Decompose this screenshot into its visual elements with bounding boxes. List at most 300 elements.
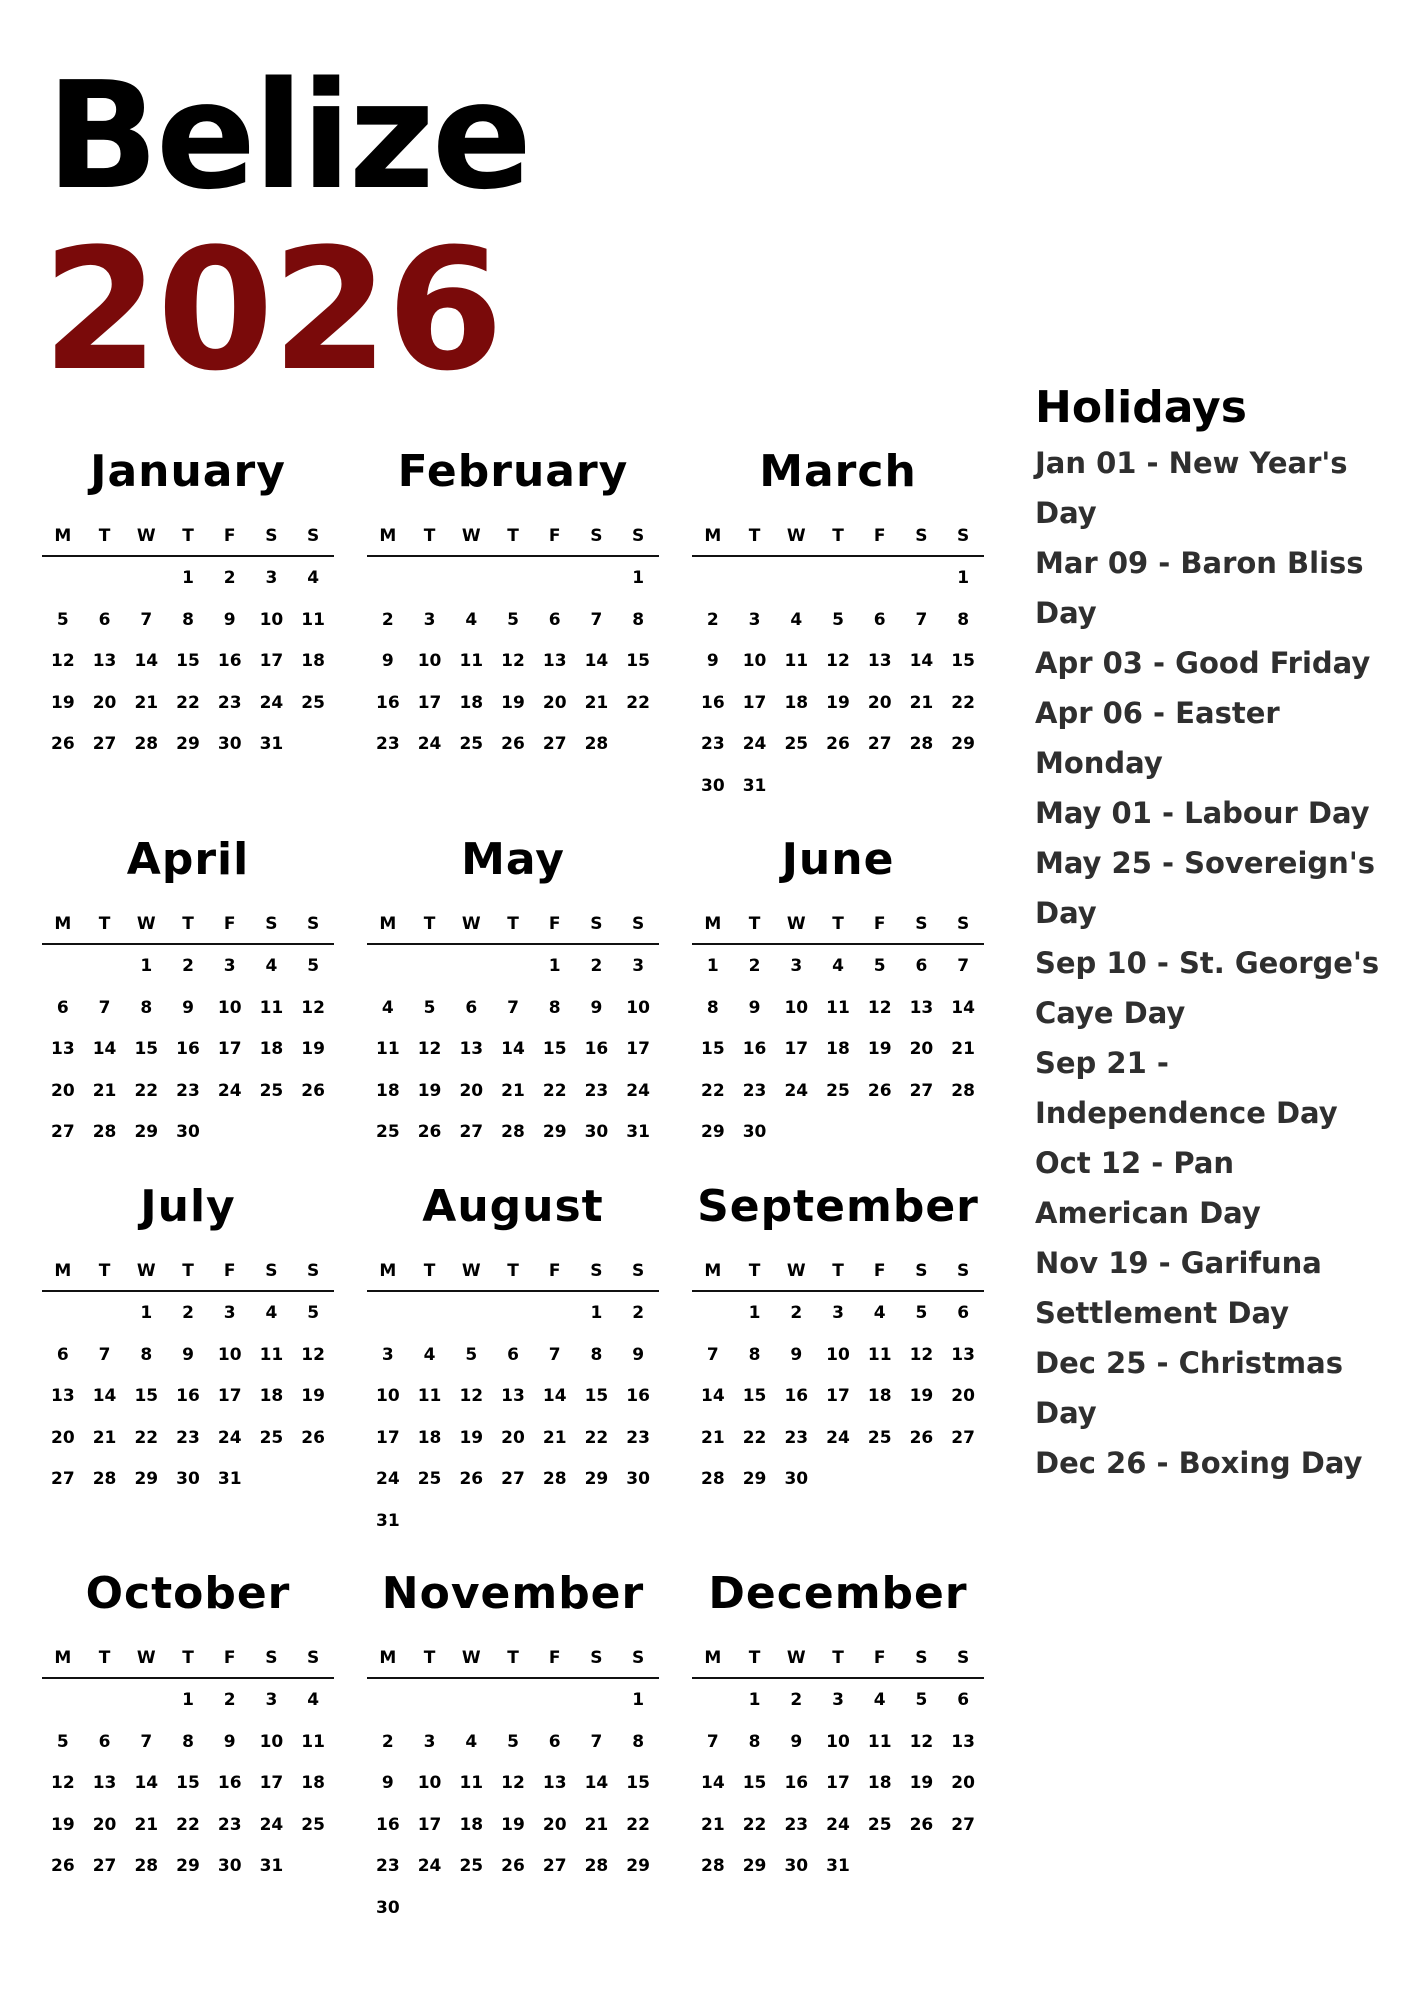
day-cell: 27 — [92, 734, 117, 754]
day-cell: 1 — [182, 1690, 194, 1710]
weekday-label: W — [136, 914, 156, 934]
day-cell: 29 — [626, 1856, 650, 1876]
day-cell: 26 — [417, 1122, 442, 1142]
day-grid — [42, 945, 334, 1163]
day-cell: 18 — [417, 1427, 442, 1448]
month-name: April — [126, 834, 250, 885]
weekday-label: M — [379, 1648, 397, 1668]
month-may — [367, 834, 659, 1163]
day-cell: 5 — [307, 1303, 320, 1323]
day-cell: 28 — [584, 1856, 609, 1876]
day-cell: 25 — [459, 734, 484, 754]
day-cell: 24 — [826, 1427, 850, 1448]
day-cell: 24 — [259, 1814, 284, 1835]
day-cell: 2 — [790, 1303, 803, 1323]
day-cell: 13 — [51, 1386, 75, 1406]
weekday-label: S — [957, 914, 970, 934]
day-cell: 14 — [134, 1773, 159, 1793]
day-cell: 18 — [459, 1814, 484, 1835]
day-cell: 23 — [784, 1427, 809, 1448]
day-cell: 10 — [376, 1386, 400, 1406]
day-cell: 23 — [626, 1427, 650, 1448]
day-cell: 23 — [701, 734, 725, 754]
weekday-label: T — [98, 914, 111, 934]
day-cell: 25 — [867, 1814, 892, 1835]
day-cell: 6 — [56, 997, 69, 1018]
day-cell: 28 — [701, 1469, 725, 1489]
day-cell: 11 — [259, 997, 284, 1018]
day-cell: 18 — [301, 1773, 325, 1793]
day-cell: 7 — [706, 1344, 719, 1365]
day-cell: 27 — [542, 734, 567, 754]
day-cell: 17 — [826, 1386, 850, 1406]
day-cell: 6 — [873, 609, 886, 630]
day-cell: 9 — [182, 1344, 194, 1365]
holiday-item: Jan 01 - New Year's Day — [1035, 446, 1348, 530]
day-cell: 20 — [909, 1039, 934, 1059]
day-cell: 22 — [951, 692, 975, 713]
weekday-label: T — [182, 1648, 194, 1668]
day-cell: 11 — [826, 997, 850, 1018]
day-cell: 30 — [742, 1122, 767, 1142]
day-cell: 4 — [423, 1344, 436, 1365]
day-cell: 15 — [176, 651, 200, 671]
day-cell: 6 — [548, 609, 561, 630]
day-cell: 25 — [826, 1080, 850, 1101]
weekday-header — [42, 914, 334, 945]
day-cell: 12 — [909, 1731, 934, 1752]
weekday-header — [692, 526, 984, 557]
day-grid — [692, 557, 984, 816]
day-cell: 5 — [56, 1731, 69, 1752]
day-cell: 18 — [376, 1080, 400, 1101]
weekday-label: S — [915, 1648, 928, 1668]
day-cell: 24 — [826, 1814, 850, 1835]
day-cell: 20 — [92, 1814, 117, 1835]
day-cell: 8 — [548, 997, 561, 1018]
day-cell: 25 — [417, 1469, 442, 1489]
weekday-label: W — [786, 1261, 806, 1281]
day-cell: 20 — [951, 1386, 975, 1406]
day-grid — [367, 945, 659, 1163]
day-cell: 5 — [507, 609, 519, 630]
day-cell: 8 — [140, 1344, 153, 1365]
day-cell: 14 — [701, 1773, 725, 1793]
day-grid — [367, 1292, 659, 1551]
day-cell: 29 — [134, 1122, 159, 1142]
day-cell: 2 — [632, 1303, 645, 1323]
day-cell: 8 — [957, 609, 970, 630]
day-cell: 8 — [706, 997, 719, 1018]
day-cell: 5 — [832, 609, 844, 630]
day-cell: 28 — [92, 1122, 117, 1142]
day-cell: 21 — [92, 1427, 117, 1448]
day-cell: 24 — [742, 734, 767, 754]
day-cell: 15 — [701, 1039, 725, 1059]
holidays-title: Holidays — [1035, 382, 1247, 433]
day-cell: 20 — [951, 1773, 975, 1793]
day-cell: 17 — [742, 692, 767, 713]
month-name: July — [140, 1181, 236, 1232]
month-name: October — [85, 1568, 291, 1619]
day-cell: 16 — [217, 1773, 242, 1793]
day-cell: 31 — [826, 1856, 850, 1876]
weekday-label: S — [307, 914, 320, 934]
day-cell: 8 — [748, 1344, 761, 1365]
day-cell: 6 — [98, 1731, 111, 1752]
day-cell: 30 — [176, 1469, 200, 1489]
month-name: December — [708, 1568, 968, 1619]
weekday-label: S — [632, 1648, 645, 1668]
day-cell: 24 — [376, 1469, 400, 1489]
day-cell: 2 — [790, 1690, 803, 1710]
month-september — [692, 1181, 984, 1510]
day-cell: 26 — [909, 1814, 934, 1835]
day-cell: 25 — [259, 1427, 284, 1448]
day-cell: 18 — [259, 1039, 284, 1059]
weekday-label: S — [590, 526, 603, 546]
day-cell: 31 — [742, 775, 767, 796]
day-cell: 21 — [584, 692, 609, 713]
day-cell: 20 — [867, 692, 892, 713]
weekday-label: S — [265, 1648, 278, 1668]
day-cell: 2 — [706, 609, 719, 630]
day-cell: 24 — [217, 1080, 242, 1101]
day-cell: 30 — [784, 1469, 809, 1489]
day-cell: 14 — [134, 651, 159, 671]
day-cell: 4 — [465, 1731, 478, 1752]
day-cell: 11 — [459, 651, 484, 671]
day-cell: 16 — [584, 1039, 609, 1059]
day-cell: 28 — [542, 1469, 567, 1489]
day-cell: 14 — [92, 1386, 117, 1406]
day-cell: 4 — [465, 609, 478, 630]
weekday-label: M — [704, 1261, 722, 1281]
day-cell: 21 — [542, 1427, 567, 1448]
day-cell: 10 — [417, 651, 442, 671]
day-cell: 13 — [542, 651, 567, 671]
day-cell: 26 — [909, 1427, 934, 1448]
day-cell: 22 — [584, 1427, 609, 1448]
day-cell: 9 — [748, 997, 761, 1018]
day-cell: 30 — [217, 734, 242, 754]
day-cell: 11 — [301, 1731, 325, 1752]
day-cell: 26 — [301, 1080, 325, 1101]
day-cell: 1 — [632, 1690, 645, 1710]
weekday-label: F — [223, 526, 236, 546]
day-cell: 4 — [381, 997, 394, 1018]
month-name: June — [781, 834, 895, 885]
day-cell: 5 — [507, 1731, 519, 1752]
day-cell: 22 — [134, 1427, 159, 1448]
month-november — [367, 1568, 659, 1938]
weekday-label: M — [54, 914, 72, 934]
day-grid — [42, 1292, 334, 1510]
day-cell: 4 — [790, 609, 803, 630]
weekday-label: W — [786, 1648, 806, 1668]
day-cell: 5 — [307, 956, 320, 976]
weekday-label: M — [704, 914, 722, 934]
weekday-label: S — [265, 914, 278, 934]
day-cell: 8 — [632, 609, 645, 630]
day-cell: 4 — [265, 1303, 278, 1323]
day-cell: 27 — [51, 1122, 75, 1142]
day-cell: 11 — [301, 609, 325, 630]
day-cell: 11 — [459, 1773, 484, 1793]
day-cell: 19 — [867, 1039, 892, 1059]
day-cell: 10 — [259, 609, 284, 630]
day-cell: 17 — [217, 1386, 242, 1406]
day-cell: 19 — [51, 692, 75, 713]
day-cell: 22 — [701, 1080, 725, 1101]
month-july — [42, 1181, 334, 1510]
day-cell: 23 — [217, 1814, 242, 1835]
day-cell: 13 — [542, 1773, 567, 1793]
weekday-label: T — [182, 1261, 194, 1281]
day-cell: 23 — [376, 734, 400, 754]
day-cell: 11 — [417, 1386, 442, 1406]
day-cell: 21 — [701, 1427, 725, 1448]
weekday-label: S — [632, 526, 645, 546]
holiday-item: Dec 26 - Boxing Day — [1035, 1446, 1363, 1480]
weekday-label: T — [832, 1261, 844, 1281]
day-cell: 15 — [134, 1386, 159, 1406]
day-cell: 8 — [182, 1731, 194, 1752]
day-cell: 14 — [909, 651, 934, 671]
holiday-item: May 25 - Sovereign's Day — [1035, 846, 1375, 930]
day-cell: 22 — [176, 692, 200, 713]
weekday-label: T — [182, 914, 194, 934]
day-cell: 2 — [182, 956, 194, 976]
day-cell: 14 — [951, 997, 975, 1018]
day-cell: 13 — [501, 1386, 525, 1406]
weekday-label: S — [957, 526, 970, 546]
weekday-label: F — [873, 1648, 886, 1668]
weekday-label: M — [54, 526, 72, 546]
day-cell: 15 — [134, 1039, 159, 1059]
day-cell: 9 — [223, 609, 236, 630]
day-cell: 27 — [51, 1469, 75, 1489]
day-cell: 30 — [584, 1122, 609, 1142]
day-cell: 19 — [909, 1386, 934, 1406]
day-cell: 30 — [376, 1897, 400, 1918]
day-cell: 5 — [915, 1690, 928, 1710]
weekday-header — [367, 1261, 659, 1292]
day-cell: 5 — [56, 609, 69, 630]
day-cell: 26 — [867, 1080, 892, 1101]
weekday-label: F — [873, 914, 886, 934]
day-cell: 1 — [182, 568, 194, 588]
day-cell: 6 — [548, 1731, 561, 1752]
month-december — [692, 1568, 984, 1897]
day-cell: 3 — [265, 568, 278, 588]
day-cell: 7 — [140, 1731, 153, 1752]
day-cell: 24 — [784, 1080, 809, 1101]
day-cell: 16 — [376, 692, 400, 713]
day-cell: 1 — [957, 568, 970, 588]
day-cell: 23 — [376, 1856, 400, 1876]
day-cell: 13 — [92, 1773, 117, 1793]
day-cell: 18 — [867, 1773, 892, 1793]
month-april — [42, 834, 334, 1163]
day-cell: 24 — [626, 1080, 650, 1101]
day-cell: 18 — [867, 1386, 892, 1406]
day-cell: 27 — [909, 1080, 934, 1101]
day-cell: 22 — [176, 1814, 200, 1835]
weekday-label: T — [748, 526, 761, 546]
day-cell: 2 — [381, 609, 394, 630]
country-title: Belize — [46, 50, 530, 222]
weekday-label: T — [748, 1261, 761, 1281]
day-cell: 29 — [742, 1469, 767, 1489]
day-cell: 17 — [376, 1427, 400, 1448]
day-cell: 31 — [217, 1469, 242, 1489]
day-cell: 10 — [626, 997, 650, 1018]
day-cell: 8 — [140, 997, 153, 1018]
holiday-item: Nov 19 - Garifuna Settlement Day — [1035, 1246, 1322, 1330]
month-march — [692, 446, 984, 816]
weekday-label: M — [704, 526, 722, 546]
weekday-label: T — [832, 526, 844, 546]
day-cell: 26 — [51, 734, 75, 754]
weekday-label: S — [957, 1648, 970, 1668]
day-cell: 17 — [417, 1814, 442, 1835]
day-cell: 15 — [584, 1386, 609, 1406]
day-cell: 28 — [501, 1122, 525, 1142]
day-cell: 20 — [542, 692, 567, 713]
holiday-item: Sep 21 - Independence Day — [1035, 1046, 1338, 1130]
day-cell: 13 — [867, 651, 892, 671]
day-cell: 8 — [182, 609, 194, 630]
day-cell: 19 — [417, 1080, 442, 1101]
day-cell: 18 — [826, 1039, 850, 1059]
weekday-label: W — [136, 1648, 156, 1668]
day-cell: 1 — [548, 956, 561, 976]
holiday-item: Mar 09 - Baron Bliss Day — [1035, 546, 1364, 630]
weekday-label: F — [548, 526, 561, 546]
day-cell: 5 — [465, 1344, 478, 1365]
weekday-label: F — [873, 526, 886, 546]
day-cell: 3 — [832, 1690, 844, 1710]
day-cell: 13 — [951, 1731, 975, 1752]
weekday-label: W — [136, 526, 156, 546]
day-cell: 9 — [790, 1344, 803, 1365]
day-cell: 6 — [915, 956, 928, 976]
day-cell: 1 — [748, 1303, 761, 1323]
day-cell: 19 — [909, 1773, 934, 1793]
holiday-item: Oct 12 - Pan American Day — [1035, 1146, 1261, 1230]
day-cell: 13 — [951, 1344, 975, 1365]
year-title: 2026 — [42, 212, 502, 408]
day-cell: 17 — [826, 1773, 850, 1793]
weekday-label: F — [548, 914, 561, 934]
weekday-label: F — [223, 1261, 236, 1281]
weekday-label: F — [223, 914, 236, 934]
day-cell: 6 — [56, 1344, 69, 1365]
day-cell: 30 — [626, 1469, 650, 1489]
day-cell: 26 — [501, 1856, 525, 1876]
day-cell: 30 — [176, 1122, 200, 1142]
day-cell: 25 — [301, 692, 325, 713]
day-cell: 24 — [417, 1856, 442, 1876]
weekday-label: T — [507, 914, 519, 934]
day-cell: 28 — [134, 734, 159, 754]
weekday-label: T — [423, 526, 436, 546]
day-cell: 8 — [748, 1731, 761, 1752]
weekday-header — [42, 1261, 334, 1292]
day-cell: 21 — [92, 1080, 117, 1101]
weekday-header — [367, 914, 659, 945]
day-cell: 20 — [542, 1814, 567, 1835]
day-cell: 15 — [742, 1386, 767, 1406]
day-cell: 11 — [784, 651, 809, 671]
day-grid — [692, 1679, 984, 1897]
weekday-label: T — [748, 1648, 761, 1668]
weekday-label: F — [873, 1261, 886, 1281]
day-cell: 23 — [217, 692, 242, 713]
day-cell: 12 — [301, 1344, 325, 1365]
day-cell: 29 — [176, 1856, 200, 1876]
weekday-label: S — [590, 1261, 603, 1281]
day-cell: 18 — [259, 1386, 284, 1406]
day-cell: 3 — [423, 1731, 436, 1752]
day-cell: 1 — [748, 1690, 761, 1710]
day-cell: 22 — [626, 692, 650, 713]
day-cell: 19 — [826, 692, 850, 713]
day-cell: 17 — [217, 1039, 242, 1059]
day-cell: 3 — [423, 609, 436, 630]
weekday-header — [367, 526, 659, 557]
day-cell: 27 — [951, 1427, 975, 1448]
weekday-label: S — [307, 526, 320, 546]
weekday-header — [42, 526, 334, 557]
weekday-label: S — [265, 1261, 278, 1281]
day-cell: 23 — [176, 1427, 200, 1448]
day-cell: 9 — [223, 1731, 236, 1752]
day-cell: 7 — [98, 997, 111, 1018]
day-cell: 29 — [176, 734, 200, 754]
day-cell: 27 — [92, 1856, 117, 1876]
day-cell: 19 — [301, 1386, 325, 1406]
day-cell: 21 — [584, 1814, 609, 1835]
weekday-label: M — [704, 1648, 722, 1668]
day-cell: 20 — [501, 1427, 525, 1448]
day-cell: 7 — [590, 609, 603, 630]
day-cell: 11 — [259, 1344, 284, 1365]
day-cell: 8 — [632, 1731, 645, 1752]
holidays-panel — [1035, 382, 1395, 1488]
day-cell: 12 — [867, 997, 892, 1018]
day-cell: 31 — [626, 1122, 650, 1142]
weekday-label: M — [379, 526, 397, 546]
day-cell: 3 — [265, 1690, 278, 1710]
day-cell: 10 — [417, 1773, 442, 1793]
day-cell: 4 — [307, 568, 320, 588]
day-cell: 10 — [784, 997, 809, 1018]
day-cell: 9 — [790, 1731, 803, 1752]
weekday-label: W — [786, 526, 806, 546]
day-cell: 5 — [423, 997, 436, 1018]
day-cell: 15 — [176, 1773, 200, 1793]
day-cell: 14 — [501, 1039, 525, 1059]
day-cell: 25 — [376, 1122, 400, 1142]
day-cell: 15 — [626, 1773, 650, 1793]
day-cell: 27 — [867, 734, 892, 754]
day-cell: 20 — [51, 1427, 75, 1448]
day-cell: 6 — [957, 1303, 970, 1323]
day-cell: 22 — [742, 1427, 767, 1448]
weekday-label: W — [136, 1261, 156, 1281]
